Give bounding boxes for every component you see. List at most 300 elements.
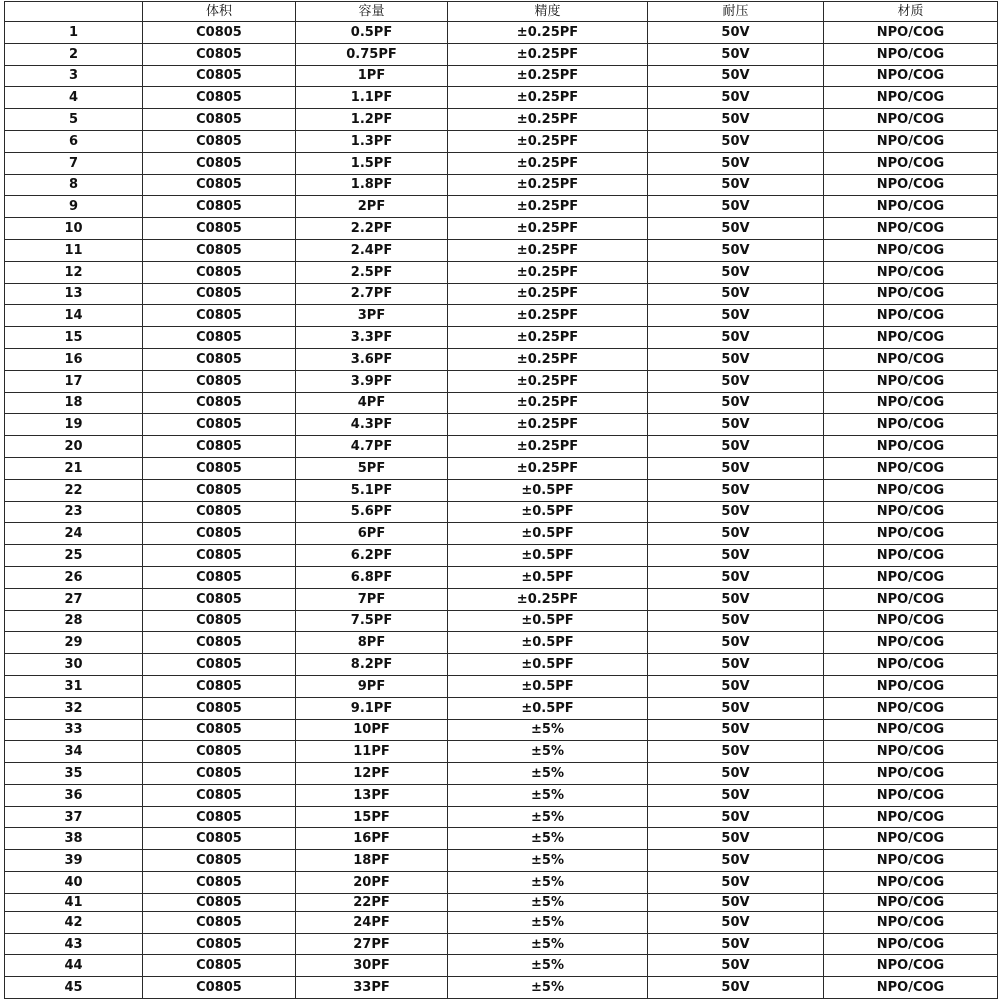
cell-tolerance: ±0.25PF xyxy=(448,370,648,392)
cell-row-number: 21 xyxy=(5,457,143,479)
cell-capacitance: 7.5PF xyxy=(296,610,448,632)
cell-package-size: C0805 xyxy=(143,523,296,545)
cell-dielectric-material: NPO/COG xyxy=(824,130,998,152)
cell-package-size: C0805 xyxy=(143,87,296,109)
cell-capacitance: 6.8PF xyxy=(296,566,448,588)
cell-row-number: 9 xyxy=(5,196,143,218)
capacitor-table xyxy=(4,1,998,999)
cell-package-size: C0805 xyxy=(143,327,296,349)
cell-row-number: 18 xyxy=(5,392,143,414)
cell-tolerance: ±0.25PF xyxy=(448,174,648,196)
cell-row-number: 40 xyxy=(5,872,143,894)
cell-tolerance: ±0.25PF xyxy=(448,305,648,327)
cell-dielectric-material: NPO/COG xyxy=(824,933,998,955)
cell-dielectric-material: NPO/COG xyxy=(824,392,998,414)
cell-voltage-rating: 50V xyxy=(648,911,824,933)
cell-capacitance: 10PF xyxy=(296,719,448,741)
cell-package-size: C0805 xyxy=(143,501,296,523)
cell-voltage-rating: 50V xyxy=(648,872,824,894)
table-row xyxy=(5,479,998,501)
cell-voltage-rating: 50V xyxy=(648,436,824,458)
cell-tolerance: ±5% xyxy=(448,806,648,828)
table-row xyxy=(5,392,998,414)
cell-dielectric-material: NPO/COG xyxy=(824,87,998,109)
table-row xyxy=(5,22,998,44)
table-row xyxy=(5,872,998,894)
table-row xyxy=(5,588,998,610)
header-row-number xyxy=(5,2,143,22)
cell-capacitance: 2.7PF xyxy=(296,283,448,305)
cell-tolerance: ±0.25PF xyxy=(448,196,648,218)
cell-row-number: 44 xyxy=(5,955,143,977)
cell-tolerance: ±0.5PF xyxy=(448,523,648,545)
table-row xyxy=(5,719,998,741)
cell-capacitance: 4.7PF xyxy=(296,436,448,458)
cell-tolerance: ±0.25PF xyxy=(448,414,648,436)
cell-package-size: C0805 xyxy=(143,719,296,741)
cell-capacitance: 30PF xyxy=(296,955,448,977)
cell-dielectric-material: NPO/COG xyxy=(824,588,998,610)
table-row xyxy=(5,610,998,632)
table-row xyxy=(5,893,998,911)
table-row xyxy=(5,523,998,545)
cell-capacitance: 5.1PF xyxy=(296,479,448,501)
cell-dielectric-material: NPO/COG xyxy=(824,654,998,676)
cell-package-size: C0805 xyxy=(143,893,296,911)
cell-tolerance: ±0.25PF xyxy=(448,457,648,479)
cell-voltage-rating: 50V xyxy=(648,893,824,911)
cell-capacitance: 1.3PF xyxy=(296,130,448,152)
table-row xyxy=(5,763,998,785)
cell-dielectric-material: NPO/COG xyxy=(824,741,998,763)
cell-package-size: C0805 xyxy=(143,697,296,719)
table-row xyxy=(5,436,998,458)
cell-row-number: 13 xyxy=(5,283,143,305)
cell-package-size: C0805 xyxy=(143,22,296,44)
cell-dielectric-material: NPO/COG xyxy=(824,283,998,305)
cell-voltage-rating: 50V xyxy=(648,196,824,218)
cell-row-number: 14 xyxy=(5,305,143,327)
cell-capacitance: 0.75PF xyxy=(296,43,448,65)
cell-dielectric-material: NPO/COG xyxy=(824,22,998,44)
cell-voltage-rating: 50V xyxy=(648,239,824,261)
cell-capacitance: 20PF xyxy=(296,872,448,894)
cell-capacitance: 27PF xyxy=(296,933,448,955)
cell-package-size: C0805 xyxy=(143,872,296,894)
cell-row-number: 42 xyxy=(5,911,143,933)
cell-dielectric-material: NPO/COG xyxy=(824,675,998,697)
cell-row-number: 31 xyxy=(5,675,143,697)
cell-row-number: 26 xyxy=(5,566,143,588)
header-package-size: 体积 xyxy=(143,2,296,22)
cell-capacitance: 18PF xyxy=(296,850,448,872)
cell-package-size: C0805 xyxy=(143,588,296,610)
cell-capacitance: 3.9PF xyxy=(296,370,448,392)
cell-voltage-rating: 50V xyxy=(648,741,824,763)
cell-voltage-rating: 50V xyxy=(648,479,824,501)
table-body xyxy=(5,22,998,999)
cell-package-size: C0805 xyxy=(143,239,296,261)
cell-capacitance: 11PF xyxy=(296,741,448,763)
cell-row-number: 25 xyxy=(5,545,143,567)
cell-dielectric-material: NPO/COG xyxy=(824,784,998,806)
table-row xyxy=(5,545,998,567)
cell-capacitance: 7PF xyxy=(296,588,448,610)
cell-voltage-rating: 50V xyxy=(648,130,824,152)
cell-dielectric-material: NPO/COG xyxy=(824,348,998,370)
cell-dielectric-material: NPO/COG xyxy=(824,327,998,349)
cell-capacitance: 22PF xyxy=(296,893,448,911)
cell-package-size: C0805 xyxy=(143,43,296,65)
cell-dielectric-material: NPO/COG xyxy=(824,196,998,218)
cell-dielectric-material: NPO/COG xyxy=(824,806,998,828)
cell-capacitance: 24PF xyxy=(296,911,448,933)
cell-row-number: 6 xyxy=(5,130,143,152)
cell-voltage-rating: 50V xyxy=(648,305,824,327)
cell-dielectric-material: NPO/COG xyxy=(824,370,998,392)
cell-voltage-rating: 50V xyxy=(648,87,824,109)
cell-tolerance: ±5% xyxy=(448,828,648,850)
cell-tolerance: ±0.25PF xyxy=(448,327,648,349)
cell-tolerance: ±5% xyxy=(448,719,648,741)
cell-voltage-rating: 50V xyxy=(648,566,824,588)
cell-package-size: C0805 xyxy=(143,741,296,763)
cell-capacitance: 3.6PF xyxy=(296,348,448,370)
cell-package-size: C0805 xyxy=(143,545,296,567)
cell-voltage-rating: 50V xyxy=(648,218,824,240)
cell-package-size: C0805 xyxy=(143,610,296,632)
cell-tolerance: ±0.25PF xyxy=(448,348,648,370)
cell-voltage-rating: 50V xyxy=(648,392,824,414)
cell-package-size: C0805 xyxy=(143,763,296,785)
cell-row-number: 4 xyxy=(5,87,143,109)
cell-package-size: C0805 xyxy=(143,218,296,240)
cell-capacitance: 6PF xyxy=(296,523,448,545)
cell-row-number: 23 xyxy=(5,501,143,523)
cell-row-number: 33 xyxy=(5,719,143,741)
cell-dielectric-material: NPO/COG xyxy=(824,697,998,719)
cell-voltage-rating: 50V xyxy=(648,632,824,654)
cell-tolerance: ±5% xyxy=(448,911,648,933)
cell-tolerance: ±0.5PF xyxy=(448,675,648,697)
cell-tolerance: ±0.25PF xyxy=(448,283,648,305)
cell-tolerance: ±0.5PF xyxy=(448,545,648,567)
cell-voltage-rating: 50V xyxy=(648,65,824,87)
cell-capacitance: 3PF xyxy=(296,305,448,327)
cell-voltage-rating: 50V xyxy=(648,174,824,196)
table-row xyxy=(5,414,998,436)
cell-package-size: C0805 xyxy=(143,261,296,283)
cell-dielectric-material: NPO/COG xyxy=(824,414,998,436)
cell-capacitance: 1.5PF xyxy=(296,152,448,174)
cell-capacitance: 3.3PF xyxy=(296,327,448,349)
header-tolerance: 精度 xyxy=(448,2,648,22)
cell-voltage-rating: 50V xyxy=(648,261,824,283)
cell-package-size: C0805 xyxy=(143,806,296,828)
cell-tolerance: ±5% xyxy=(448,850,648,872)
cell-capacitance: 4.3PF xyxy=(296,414,448,436)
cell-voltage-rating: 50V xyxy=(648,977,824,999)
cell-voltage-rating: 50V xyxy=(648,955,824,977)
cell-dielectric-material: NPO/COG xyxy=(824,872,998,894)
cell-capacitance: 8PF xyxy=(296,632,448,654)
cell-package-size: C0805 xyxy=(143,370,296,392)
cell-row-number: 37 xyxy=(5,806,143,828)
cell-capacitance: 15PF xyxy=(296,806,448,828)
table-row xyxy=(5,933,998,955)
cell-dielectric-material: NPO/COG xyxy=(824,566,998,588)
table-row xyxy=(5,305,998,327)
cell-voltage-rating: 50V xyxy=(648,457,824,479)
table-row xyxy=(5,283,998,305)
cell-dielectric-material: NPO/COG xyxy=(824,850,998,872)
cell-capacitance: 0.5PF xyxy=(296,22,448,44)
cell-package-size: C0805 xyxy=(143,109,296,131)
table-row xyxy=(5,654,998,676)
cell-tolerance: ±0.5PF xyxy=(448,654,648,676)
cell-dielectric-material: NPO/COG xyxy=(824,479,998,501)
cell-row-number: 43 xyxy=(5,933,143,955)
cell-capacitance: 9PF xyxy=(296,675,448,697)
cell-dielectric-material: NPO/COG xyxy=(824,457,998,479)
cell-tolerance: ±0.5PF xyxy=(448,479,648,501)
table-row xyxy=(5,955,998,977)
cell-package-size: C0805 xyxy=(143,933,296,955)
cell-row-number: 17 xyxy=(5,370,143,392)
cell-capacitance: 2.4PF xyxy=(296,239,448,261)
cell-tolerance: ±5% xyxy=(448,955,648,977)
cell-dielectric-material: NPO/COG xyxy=(824,218,998,240)
header-capacitance: 容量 xyxy=(296,2,448,22)
cell-voltage-rating: 50V xyxy=(648,588,824,610)
cell-voltage-rating: 50V xyxy=(648,348,824,370)
table-row xyxy=(5,370,998,392)
cell-package-size: C0805 xyxy=(143,479,296,501)
cell-dielectric-material: NPO/COG xyxy=(824,305,998,327)
cell-package-size: C0805 xyxy=(143,392,296,414)
cell-row-number: 19 xyxy=(5,414,143,436)
cell-tolerance: ±0.25PF xyxy=(448,43,648,65)
cell-capacitance: 12PF xyxy=(296,763,448,785)
table-row xyxy=(5,152,998,174)
cell-row-number: 12 xyxy=(5,261,143,283)
cell-voltage-rating: 50V xyxy=(648,109,824,131)
cell-voltage-rating: 50V xyxy=(648,370,824,392)
cell-capacitance: 1.1PF xyxy=(296,87,448,109)
cell-dielectric-material: NPO/COG xyxy=(824,65,998,87)
cell-package-size: C0805 xyxy=(143,977,296,999)
cell-package-size: C0805 xyxy=(143,566,296,588)
cell-row-number: 30 xyxy=(5,654,143,676)
cell-tolerance: ±0.25PF xyxy=(448,588,648,610)
table-row xyxy=(5,806,998,828)
cell-capacitance: 1.8PF xyxy=(296,174,448,196)
cell-voltage-rating: 50V xyxy=(648,414,824,436)
table-row xyxy=(5,501,998,523)
table-row xyxy=(5,218,998,240)
table-row xyxy=(5,87,998,109)
cell-voltage-rating: 50V xyxy=(648,933,824,955)
cell-tolerance: ±0.25PF xyxy=(448,218,648,240)
cell-capacitance: 16PF xyxy=(296,828,448,850)
cell-dielectric-material: NPO/COG xyxy=(824,911,998,933)
cell-tolerance: ±0.25PF xyxy=(448,22,648,44)
cell-voltage-rating: 50V xyxy=(648,763,824,785)
cell-voltage-rating: 50V xyxy=(648,784,824,806)
cell-dielectric-material: NPO/COG xyxy=(824,174,998,196)
cell-row-number: 28 xyxy=(5,610,143,632)
cell-row-number: 35 xyxy=(5,763,143,785)
table-row xyxy=(5,828,998,850)
cell-tolerance: ±0.25PF xyxy=(448,261,648,283)
cell-voltage-rating: 50V xyxy=(648,828,824,850)
cell-package-size: C0805 xyxy=(143,348,296,370)
cell-dielectric-material: NPO/COG xyxy=(824,109,998,131)
table-row xyxy=(5,784,998,806)
cell-tolerance: ±0.25PF xyxy=(448,130,648,152)
cell-tolerance: ±0.25PF xyxy=(448,65,648,87)
cell-package-size: C0805 xyxy=(143,911,296,933)
cell-capacitance: 5PF xyxy=(296,457,448,479)
cell-package-size: C0805 xyxy=(143,174,296,196)
cell-row-number: 45 xyxy=(5,977,143,999)
table-row xyxy=(5,239,998,261)
table-row xyxy=(5,109,998,131)
cell-capacitance: 1.2PF xyxy=(296,109,448,131)
table-row xyxy=(5,196,998,218)
cell-dielectric-material: NPO/COG xyxy=(824,763,998,785)
cell-capacitance: 2.2PF xyxy=(296,218,448,240)
table-row xyxy=(5,632,998,654)
cell-dielectric-material: NPO/COG xyxy=(824,261,998,283)
cell-voltage-rating: 50V xyxy=(648,545,824,567)
cell-dielectric-material: NPO/COG xyxy=(824,43,998,65)
cell-package-size: C0805 xyxy=(143,632,296,654)
cell-row-number: 2 xyxy=(5,43,143,65)
cell-row-number: 7 xyxy=(5,152,143,174)
cell-dielectric-material: NPO/COG xyxy=(824,955,998,977)
cell-dielectric-material: NPO/COG xyxy=(824,501,998,523)
cell-package-size: C0805 xyxy=(143,457,296,479)
cell-dielectric-material: NPO/COG xyxy=(824,828,998,850)
table-row xyxy=(5,65,998,87)
cell-dielectric-material: NPO/COG xyxy=(824,610,998,632)
cell-capacitance: 6.2PF xyxy=(296,545,448,567)
cell-tolerance: ±0.25PF xyxy=(448,239,648,261)
table-row xyxy=(5,327,998,349)
cell-package-size: C0805 xyxy=(143,283,296,305)
cell-voltage-rating: 50V xyxy=(648,719,824,741)
cell-package-size: C0805 xyxy=(143,850,296,872)
cell-row-number: 34 xyxy=(5,741,143,763)
cell-package-size: C0805 xyxy=(143,152,296,174)
cell-row-number: 1 xyxy=(5,22,143,44)
cell-capacitance: 9.1PF xyxy=(296,697,448,719)
cell-capacitance: 1PF xyxy=(296,65,448,87)
cell-row-number: 8 xyxy=(5,174,143,196)
cell-tolerance: ±0.5PF xyxy=(448,632,648,654)
cell-tolerance: ±5% xyxy=(448,763,648,785)
cell-row-number: 15 xyxy=(5,327,143,349)
cell-dielectric-material: NPO/COG xyxy=(824,977,998,999)
cell-capacitance: 33PF xyxy=(296,977,448,999)
cell-package-size: C0805 xyxy=(143,955,296,977)
cell-row-number: 24 xyxy=(5,523,143,545)
cell-package-size: C0805 xyxy=(143,414,296,436)
cell-dielectric-material: NPO/COG xyxy=(824,545,998,567)
table-row xyxy=(5,43,998,65)
cell-row-number: 10 xyxy=(5,218,143,240)
cell-row-number: 27 xyxy=(5,588,143,610)
cell-tolerance: ±5% xyxy=(448,933,648,955)
cell-capacitance: 13PF xyxy=(296,784,448,806)
table-row xyxy=(5,130,998,152)
cell-row-number: 36 xyxy=(5,784,143,806)
cell-tolerance: ±0.5PF xyxy=(448,697,648,719)
table-row xyxy=(5,174,998,196)
cell-tolerance: ±0.25PF xyxy=(448,436,648,458)
cell-package-size: C0805 xyxy=(143,130,296,152)
cell-package-size: C0805 xyxy=(143,436,296,458)
table-row xyxy=(5,977,998,999)
cell-tolerance: ±0.25PF xyxy=(448,109,648,131)
cell-row-number: 29 xyxy=(5,632,143,654)
cell-capacitance: 8.2PF xyxy=(296,654,448,676)
cell-row-number: 20 xyxy=(5,436,143,458)
cell-voltage-rating: 50V xyxy=(648,675,824,697)
cell-voltage-rating: 50V xyxy=(648,152,824,174)
cell-voltage-rating: 50V xyxy=(648,523,824,545)
cell-package-size: C0805 xyxy=(143,675,296,697)
cell-voltage-rating: 50V xyxy=(648,850,824,872)
header-voltage-rating: 耐压 xyxy=(648,2,824,22)
cell-row-number: 32 xyxy=(5,697,143,719)
header-row xyxy=(5,2,998,22)
cell-tolerance: ±5% xyxy=(448,741,648,763)
cell-capacitance: 2.5PF xyxy=(296,261,448,283)
cell-tolerance: ±5% xyxy=(448,977,648,999)
table-row xyxy=(5,675,998,697)
cell-voltage-rating: 50V xyxy=(648,327,824,349)
cell-package-size: C0805 xyxy=(143,305,296,327)
cell-voltage-rating: 50V xyxy=(648,501,824,523)
cell-voltage-rating: 50V xyxy=(648,283,824,305)
cell-tolerance: ±5% xyxy=(448,893,648,911)
header-dielectric-material: 材质 xyxy=(824,2,998,22)
cell-dielectric-material: NPO/COG xyxy=(824,893,998,911)
table-row xyxy=(5,348,998,370)
cell-capacitance: 5.6PF xyxy=(296,501,448,523)
table-row xyxy=(5,850,998,872)
cell-capacitance: 4PF xyxy=(296,392,448,414)
cell-voltage-rating: 50V xyxy=(648,806,824,828)
cell-row-number: 3 xyxy=(5,65,143,87)
cell-tolerance: ±0.25PF xyxy=(448,392,648,414)
cell-tolerance: ±0.5PF xyxy=(448,501,648,523)
cell-package-size: C0805 xyxy=(143,196,296,218)
cell-tolerance: ±5% xyxy=(448,872,648,894)
table-row xyxy=(5,697,998,719)
cell-dielectric-material: NPO/COG xyxy=(824,719,998,741)
cell-row-number: 38 xyxy=(5,828,143,850)
cell-dielectric-material: NPO/COG xyxy=(824,436,998,458)
cell-row-number: 16 xyxy=(5,348,143,370)
cell-tolerance: ±0.25PF xyxy=(448,152,648,174)
cell-package-size: C0805 xyxy=(143,654,296,676)
cell-package-size: C0805 xyxy=(143,784,296,806)
table-row xyxy=(5,457,998,479)
cell-tolerance: ±0.25PF xyxy=(448,87,648,109)
